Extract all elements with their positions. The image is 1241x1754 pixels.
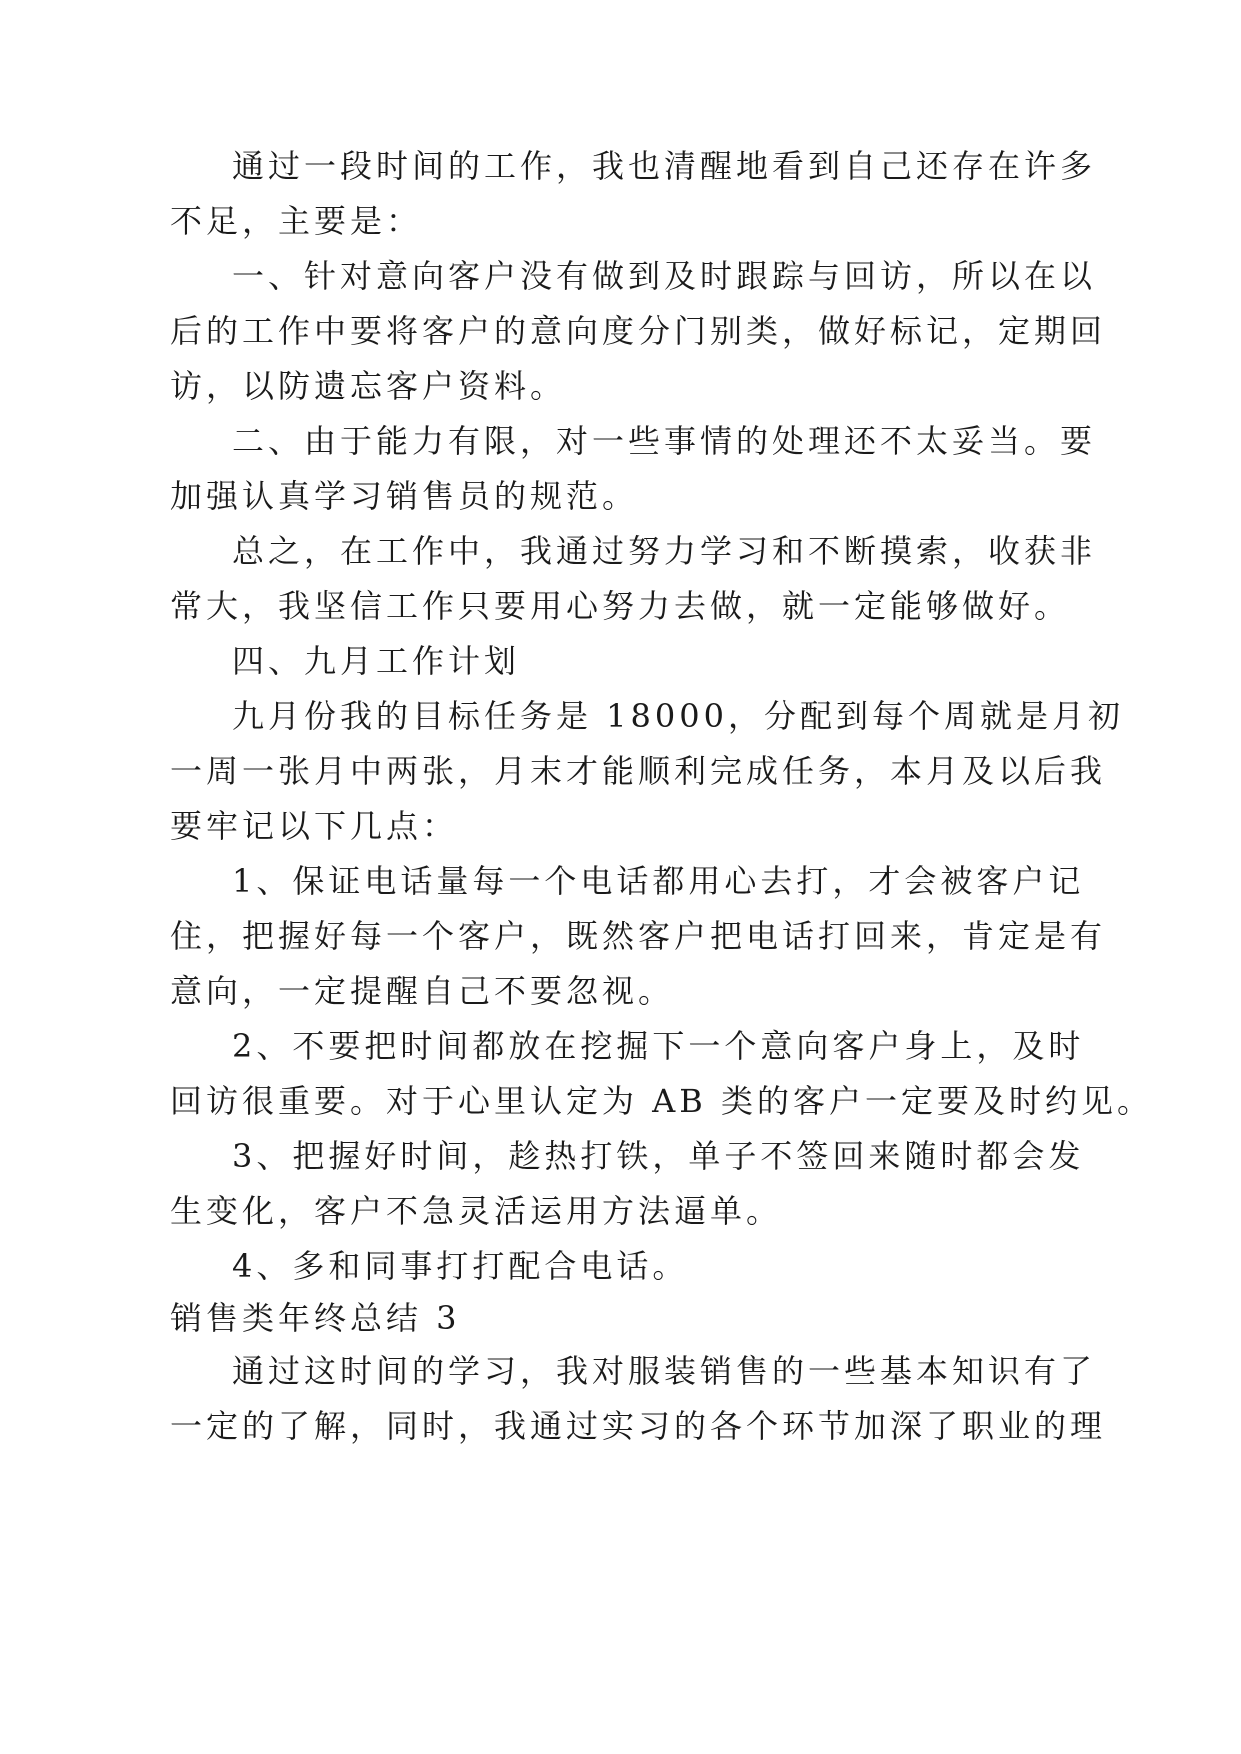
text-line: 2、不要把时间都放在挖掘下一个意向客户身上，及时	[232, 1027, 1085, 1065]
text-line: 常大，我坚信工作只要用心努力去做，就一定能够做好。	[170, 587, 1071, 625]
text-line: 要牢记以下几点：	[170, 807, 459, 845]
text-line: 通过一段时间的工作，我也清醒地看到自己还存在许多	[232, 147, 1097, 185]
text-line: 4、多和同事打打配合电话。	[232, 1247, 689, 1285]
section-heading: 四、九月工作计划	[232, 642, 521, 680]
text-line: 3、把握好时间，趁热打铁，单子不签回来随时都会发	[232, 1137, 1085, 1175]
text-line: 1、保证电话量每一个电话都用心去打，才会被客户记	[232, 862, 1085, 900]
text-line: 不足，主要是：	[170, 202, 423, 240]
text-line: 加强认真学习销售员的规范。	[170, 477, 639, 515]
text-line: 意向，一定提醒自己不要忽视。	[170, 972, 675, 1010]
text-line: 通过这时间的学习，我对服装销售的一些基本知识有了	[232, 1352, 1097, 1390]
text-line: 回访很重要。对于心里认定为 AB 类的客户一定要及时约见。	[170, 1082, 1153, 1120]
text-line: 住，把握好每一个客户，既然客户把电话打回来，肯定是有	[170, 917, 1107, 955]
text-line: 一周一张月中两张，月末才能顺利完成任务，本月及以后我	[170, 752, 1107, 790]
text-line: 生变化，客户不急灵活运用方法逼单。	[170, 1192, 783, 1230]
text-line: 后的工作中要将客户的意向度分门别类，做好标记，定期回	[170, 312, 1107, 350]
text-line: 一定的了解，同时，我通过实习的各个环节加深了职业的理	[170, 1407, 1107, 1445]
text-line: 二、由于能力有限，对一些事情的处理还不太妥当。要	[232, 422, 1097, 460]
text-line: 九月份我的目标任务是 18000，分配到每个周就是月初	[232, 697, 1124, 735]
text-line: 访，以防遗忘客户资料。	[170, 367, 567, 405]
text-line: 总之，在工作中，我通过努力学习和不断摸索，收获非	[232, 532, 1097, 570]
section-title: 销售类年终总结 3	[170, 1299, 461, 1337]
text-line: 一、针对意向客户没有做到及时跟踪与回访，所以在以	[232, 257, 1097, 295]
